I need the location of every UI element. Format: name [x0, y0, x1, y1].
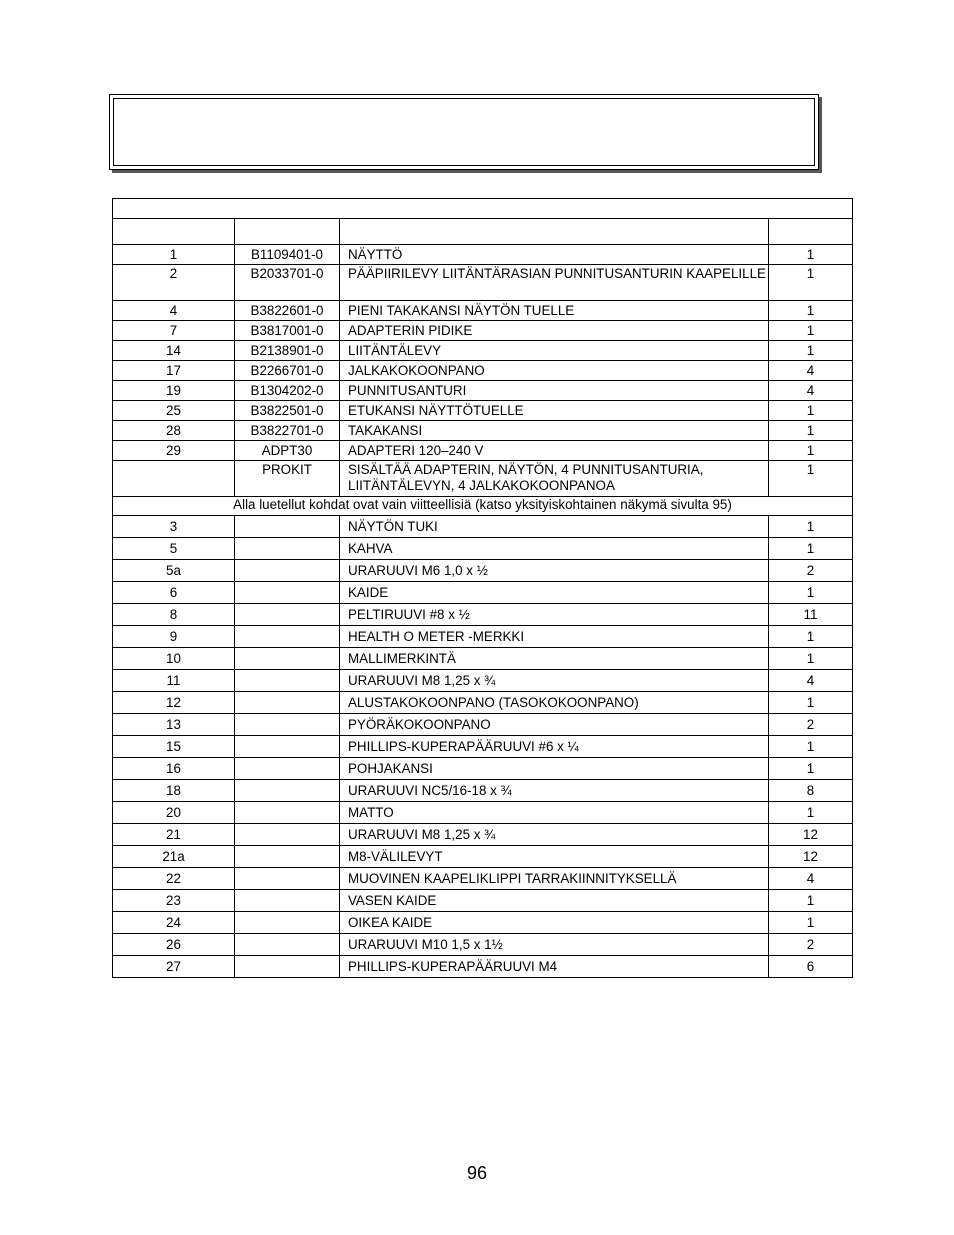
table-cell: 5: [113, 538, 235, 560]
table-cell: 1: [769, 245, 853, 265]
table-cell: VASEN KAIDE: [340, 890, 769, 912]
table-cell: 13: [113, 714, 235, 736]
table-row: [113, 868, 853, 890]
table-cell: 15: [113, 736, 235, 758]
table-cell: 5a: [113, 560, 235, 582]
table-cell: 1: [769, 626, 853, 648]
table-cell: B1109401-0: [235, 245, 340, 265]
table-row: [113, 890, 853, 912]
table-cell-empty: [235, 538, 340, 560]
table-row: [113, 736, 853, 758]
table-cell: M8-VÄLILEVYT: [340, 846, 769, 868]
table-cell: LIITÄNTÄLEVY: [340, 341, 769, 361]
table-row: [113, 361, 853, 381]
table-cell-empty: [235, 890, 340, 912]
table-cell-empty: [235, 582, 340, 604]
table-caption-row: [113, 199, 853, 219]
table-row: [113, 401, 853, 421]
table-cell: 21a: [113, 846, 235, 868]
table-row: [113, 956, 853, 978]
table-row: [113, 758, 853, 780]
table-cell: PYÖRÄKOKOONPANO: [340, 714, 769, 736]
table-cell-empty: [235, 560, 340, 582]
table-cell: KAHVA: [340, 538, 769, 560]
page-number: 96: [466, 1163, 488, 1183]
table-cell: URARUUVI NC5/16-18 x ¾: [340, 780, 769, 802]
table-cell: 1: [769, 301, 853, 321]
table-row: [113, 321, 853, 341]
table-cell: 1: [769, 401, 853, 421]
table-cell-empty: [113, 461, 235, 497]
table-cell: 1: [769, 421, 853, 441]
table-cell: 9: [113, 626, 235, 648]
header-cell-part: [235, 219, 340, 245]
table-cell: URARUUVI M6 1,0 x ½: [340, 560, 769, 582]
table-row: [113, 934, 853, 956]
table-cell: POHJAKANSI: [340, 758, 769, 780]
table-cell: 29: [113, 441, 235, 461]
table-cell: 1: [769, 461, 853, 497]
table-row: [113, 802, 853, 824]
table-cell: 12: [113, 692, 235, 714]
table-cell: 2: [769, 560, 853, 582]
table-cell-empty: [235, 802, 340, 824]
table-row: [113, 604, 853, 626]
table-row: [113, 626, 853, 648]
table-row: [113, 560, 853, 582]
table-cell-empty: [235, 670, 340, 692]
table-row: [113, 461, 853, 497]
table-cell-empty: [235, 692, 340, 714]
table-cell: PHILLIPS-KUPERAPÄÄRUUVI M4: [340, 956, 769, 978]
table-cell: 20: [113, 802, 235, 824]
table-cell: PHILLIPS-KUPERAPÄÄRUUVI #6 x ¼: [340, 736, 769, 758]
table-cell: B2138901-0: [235, 341, 340, 361]
table-cell-empty: [235, 956, 340, 978]
table-cell: URARUUVI M8 1,25 x ¾: [340, 824, 769, 846]
table-cell: 19: [113, 381, 235, 401]
table-row: [113, 670, 853, 692]
table-cell: URARUUVI M8 1,25 x ¾: [340, 670, 769, 692]
table-cell: TAKAKANSI: [340, 421, 769, 441]
table-cell: B3817001-0: [235, 321, 340, 341]
table-cell: 12: [769, 824, 853, 846]
header-cell-qty: [769, 219, 853, 245]
title-box: [109, 94, 819, 170]
table-cell: 3: [113, 516, 235, 538]
table-cell: 10: [113, 648, 235, 670]
table-cell: B3822501-0: [235, 401, 340, 421]
table-cell: 8: [769, 780, 853, 802]
table-cell: 4: [769, 361, 853, 381]
table-cell: NÄYTTÖ: [340, 245, 769, 265]
table-cell: 6: [113, 582, 235, 604]
table-cell: NÄYTÖN TUKI: [340, 516, 769, 538]
table-cell: 23: [113, 890, 235, 912]
table-cell: B2266701-0: [235, 361, 340, 381]
table-cell: ADPT30: [235, 441, 340, 461]
table-cell: 1: [769, 341, 853, 361]
table-cell: 1: [769, 441, 853, 461]
table-cell: 25: [113, 401, 235, 421]
table-cell: 2: [769, 714, 853, 736]
table-row: [113, 582, 853, 604]
table-cell: ETUKANSI NÄYTTÖTUELLE: [340, 401, 769, 421]
table-cell: B2033701-0: [235, 265, 340, 301]
table-cell: B3822601-0: [235, 301, 340, 321]
table-row: [113, 341, 853, 361]
table-cell: OIKEA KAIDE: [340, 912, 769, 934]
header-cell-desc: [340, 219, 769, 245]
table-cell: PELTIRUUVI #8 x ½: [340, 604, 769, 626]
table-cell: 1: [769, 538, 853, 560]
table-cell: MATTO: [340, 802, 769, 824]
table-row: [113, 441, 853, 461]
table-cell-empty: [235, 868, 340, 890]
table-cell: 4: [769, 868, 853, 890]
table-cell: 1: [769, 582, 853, 604]
table-row: [113, 846, 853, 868]
table-cell: 8: [113, 604, 235, 626]
table-cell: URARUUVI M10 1,5 x 1½: [340, 934, 769, 956]
table-cell: 1: [769, 912, 853, 934]
table-cell-empty: [235, 912, 340, 934]
table-cell: SISÄLTÄÄ ADAPTERIN, NÄYTÖN, 4 PUNNITUSANTURIA, LIITÄNTÄLEVYN, 4 JALKAKOKOONPANOA: [340, 461, 769, 497]
table-cell: 2: [113, 265, 235, 301]
table-cell: 1: [769, 516, 853, 538]
table-cell: 24: [113, 912, 235, 934]
table-cell: HEALTH O METER -MERKKI: [340, 626, 769, 648]
table-cell: 6: [769, 956, 853, 978]
table-cell: ADAPTERI 120–240 V: [340, 441, 769, 461]
table-cell: PUNNITUSANTURI: [340, 381, 769, 401]
table-cell: B1304202-0: [235, 381, 340, 401]
table-cell-empty: [235, 516, 340, 538]
table-cell: 1: [769, 692, 853, 714]
table-cell: KAIDE: [340, 582, 769, 604]
table-row: [113, 301, 853, 321]
table-cell: 1: [769, 890, 853, 912]
table-cell: B3822701-0: [235, 421, 340, 441]
table-cell: 11: [113, 670, 235, 692]
table-cell-empty: [235, 604, 340, 626]
table-cell: 21: [113, 824, 235, 846]
table-cell-empty: [235, 758, 340, 780]
table-row: [113, 516, 853, 538]
table-cell: 1: [769, 736, 853, 758]
table-row: [113, 912, 853, 934]
table-cell: 17: [113, 361, 235, 381]
table-cell: 1: [769, 321, 853, 341]
table-row: [113, 245, 853, 265]
table-cell-empty: [235, 934, 340, 956]
table-cell: 7: [113, 321, 235, 341]
table-cell: 1: [113, 245, 235, 265]
table-cell: PROKIT: [235, 461, 340, 497]
table-note-row: [113, 497, 853, 516]
table-cell: ADAPTERIN PIDIKE: [340, 321, 769, 341]
table-row: [113, 265, 853, 301]
table-cell: 2: [769, 934, 853, 956]
table-cell-empty: [235, 736, 340, 758]
table-cell: 22: [113, 868, 235, 890]
table-header-row: [113, 219, 853, 245]
table-row: [113, 421, 853, 441]
table-cell-empty: [235, 648, 340, 670]
table-cell-empty: [235, 714, 340, 736]
table-cell: 27: [113, 956, 235, 978]
table-cell: 12: [769, 846, 853, 868]
table-cell: 1: [769, 758, 853, 780]
table-cell-empty: [235, 824, 340, 846]
table-row: [113, 780, 853, 802]
table-cell: MUOVINEN KAAPELIKLIPPI TARRAKIINNITYKSELLÄ: [340, 868, 769, 890]
table-cell: PIENI TAKAKANSI NÄYTÖN TUELLE: [340, 301, 769, 321]
table-cell: 4: [113, 301, 235, 321]
parts-table: [112, 198, 853, 978]
table-cell: 14: [113, 341, 235, 361]
table-cell: 26: [113, 934, 235, 956]
table-cell: 18: [113, 780, 235, 802]
table-cell: 1: [769, 802, 853, 824]
table-cell: 16: [113, 758, 235, 780]
header-cell-ref: [113, 219, 235, 245]
table-cell: JALKAKOKOONPANO: [340, 361, 769, 381]
table-row: [113, 824, 853, 846]
table-row: [113, 714, 853, 736]
table-cell: ALUSTAKOKOONPANO (TASOKOKOONPANO): [340, 692, 769, 714]
table-cell-empty: [235, 626, 340, 648]
table-row: [113, 538, 853, 560]
table-cell-empty: [235, 780, 340, 802]
table-cell: MALLIMERKINTÄ: [340, 648, 769, 670]
table-cell: 1: [769, 648, 853, 670]
table-cell: 4: [769, 381, 853, 401]
reference-note: Alla luetellut kohdat ovat vain viitteellisiä (katso yksityiskohtainen näkymä sivulta 95): [113, 497, 853, 516]
table-row: [113, 692, 853, 714]
table-row: [113, 648, 853, 670]
table-cell: 28: [113, 421, 235, 441]
table-cell-empty: [235, 846, 340, 868]
table-cell: 11: [769, 604, 853, 626]
table-caption-cell: [113, 199, 853, 219]
table-cell: 4: [769, 670, 853, 692]
title-box-inner: [113, 98, 815, 166]
table-row: [113, 381, 853, 401]
table-cell: PÄÄPIIRILEVY LIITÄNTÄRASIAN PUNNITUSANTURIN KAAPELILLE: [340, 265, 769, 301]
table-cell: 1: [769, 265, 853, 301]
